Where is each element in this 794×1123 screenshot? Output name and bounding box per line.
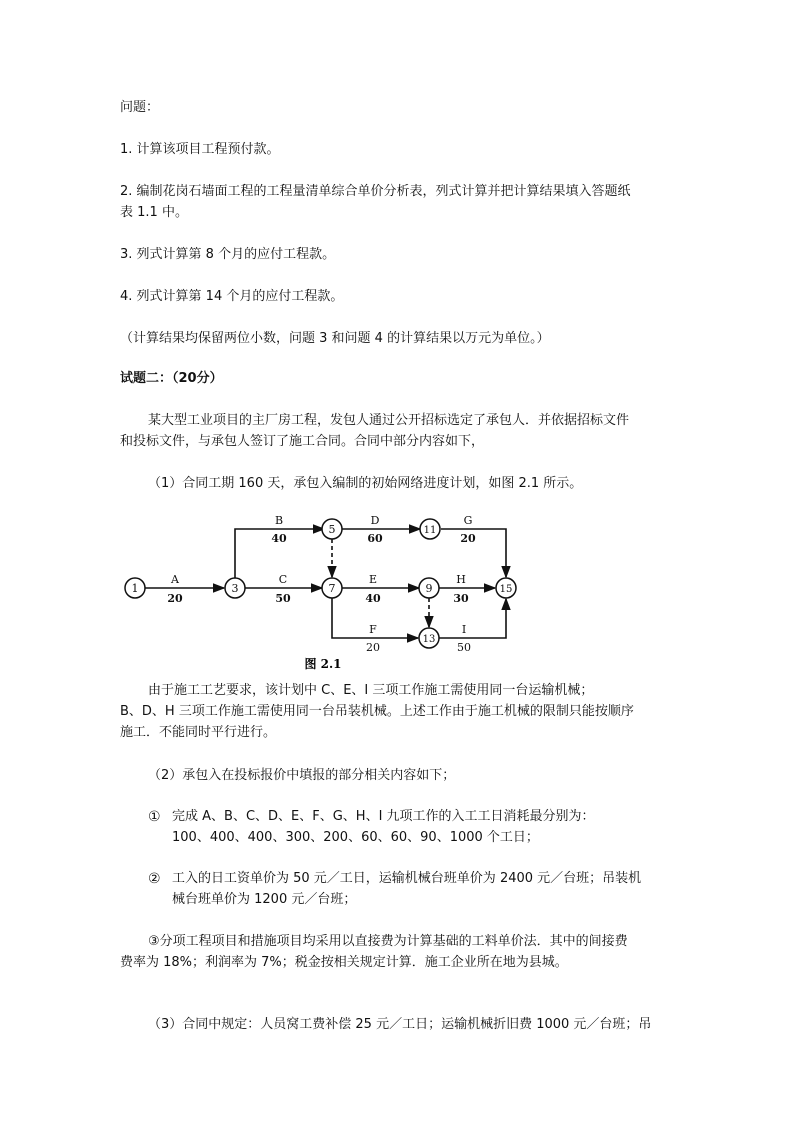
item-marker-2: ② [148, 871, 161, 887]
activity-duration: 40 [365, 592, 381, 605]
node-label: 9 [425, 582, 433, 595]
node-label: 13 [422, 634, 436, 645]
activity-name: G [463, 514, 473, 527]
question-4: 4. 列式计算第 14 个月的应付工程款。 [120, 289, 344, 304]
network-diagram [115, 508, 525, 673]
activity-duration: 60 [367, 532, 383, 545]
activity-name: C [278, 573, 288, 586]
activity-name: I [461, 623, 467, 636]
labor-consumption-line-1: 完成 A、B、C、D、E、F、G、H、I 九项工作的入工工日消耗最分别为： [172, 809, 595, 824]
questions-heading: 问题： [120, 100, 160, 115]
node-label: 1 [131, 582, 139, 595]
activity-duration: 20 [460, 532, 476, 545]
question-2-line-2: 表 1.1 中。 [120, 205, 188, 220]
activity-duration: 50 [275, 592, 291, 605]
activity-duration: 50 [457, 641, 471, 654]
activity-name: H [456, 573, 466, 586]
node-label: 15 [499, 584, 513, 595]
intro-line-2: 和投标文件，与承包人签订了施工合同。合同中部分内容如下， [120, 434, 485, 449]
node-label: 7 [328, 582, 336, 595]
contract-item-3: （3）合同中规定：人员窝工费补偿 25 元／工日；运输机械折旧费 1000 元／台班；吊 [148, 1017, 652, 1032]
node-label: 3 [231, 582, 239, 595]
activity-duration: 20 [167, 592, 183, 605]
figure-caption: 图 2.1 [304, 657, 342, 671]
labor-consumption-line-2: 100、400、400、300、200、60、60、90、1000 个工日； [172, 830, 539, 845]
constraint-line-3: 施工．不能同时平行进行。 [120, 725, 277, 740]
contract-item-2: （2）承包入在投标报价中填报的部分相关内容如下； [148, 768, 456, 783]
activity-arrow-i [439, 599, 506, 638]
activity-name: A [171, 573, 179, 586]
unit-price-line-1: 工入的日工资单价为 50 元／工日，运输机械台班单价为 2400 元／台班；吊装机 [172, 871, 642, 886]
node-label: 5 [328, 523, 336, 536]
activity-name: F [369, 623, 377, 636]
pricing-method-line-2: 费率为 18%；利润率为 7%；税金按相关规定计算．施工企业所在地为县城。 [120, 955, 568, 970]
constraint-line-2: B、D、H 三项工作施工需使用同一台吊装机械。上述工作由于施工机械的限制只能按顺序 [120, 704, 634, 719]
activity-name: D [370, 514, 380, 527]
activity-duration: 30 [453, 592, 469, 605]
activity-name: B [274, 514, 284, 527]
item-marker-1: ① [148, 809, 161, 825]
activity-duration: 20 [366, 641, 380, 654]
activity-duration: 40 [271, 532, 287, 545]
question-2-line-1: 2. 编制花岗石墙面工程的工程量清单综合单价分析表，列式计算并把计算结果填入答题纸 [120, 184, 631, 199]
rounding-note: （计算结果均保留两位小数，问题 3 和问题 4 的计算结果以万元为单位。） [120, 331, 550, 346]
pricing-method-line-1: ③分项工程项目和措施项目均采用以直接费为计算基础的工料单价法．其中的间接费 [148, 934, 628, 949]
constraint-line-1: 由于施工工艺要求，该计划中 C、E、I 三项工作施工需使用同一台运输机械； [148, 683, 594, 698]
activity-name: E [368, 573, 378, 586]
unit-price-line-2: 械台班单价为 1200 元／台班； [172, 892, 357, 907]
node-label: 11 [423, 525, 437, 536]
intro-line-1: 某大型工业项目的主厂房工程，发包人通过公开招标选定了承包人．并依据招标文件 [148, 413, 630, 428]
question-1: 1. 计算该项目工程预付款。 [120, 142, 280, 157]
contract-item-1: （1）合同工期 160 天，承包入编制的初始网络进度计划，如图 2.1 所示。 [148, 476, 583, 491]
question-3: 3. 列式计算第 8 个月的应付工程款。 [120, 247, 336, 262]
section-2-title: 试题二：（20分） [120, 371, 223, 386]
